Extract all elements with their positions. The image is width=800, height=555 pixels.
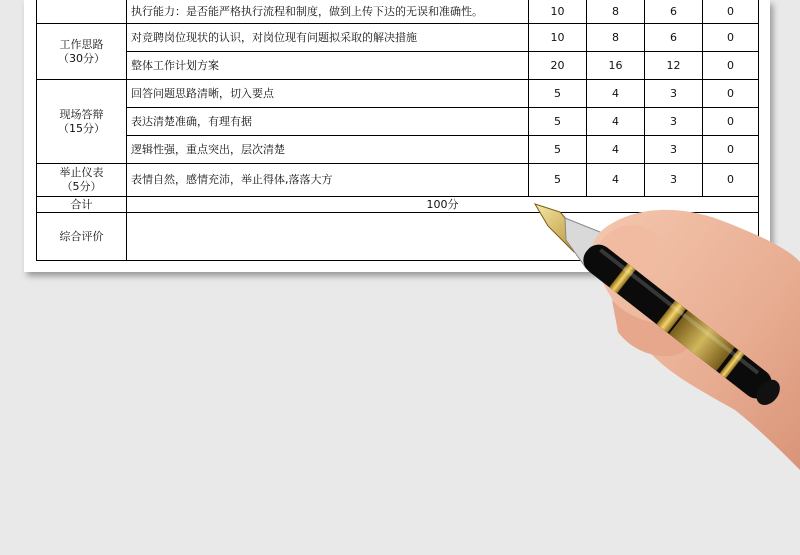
table-row (37, 136, 759, 164)
score-cell: 5 (529, 80, 587, 108)
table-row (37, 24, 759, 52)
table-row (37, 0, 759, 24)
category-cell-execution (37, 0, 127, 24)
score-cell: 5 (529, 164, 587, 197)
score-cell: 20 (529, 52, 587, 80)
category-label: 现场答辩 (59, 107, 104, 121)
table-row (37, 52, 759, 80)
score-cell: 10 (529, 24, 587, 52)
score-cell: 4 (587, 164, 645, 197)
item-cell: 回答问题思路清晰，切入要点 (127, 80, 529, 108)
score-cell: 3 (645, 108, 703, 136)
category-cell-demeanor (37, 164, 127, 197)
score-cell: 0 (703, 0, 759, 24)
category-points: （30分） (58, 51, 105, 65)
category-cell-on-site-defense (37, 80, 127, 164)
score-cell: 4 (587, 108, 645, 136)
category-points: （15分） (58, 121, 105, 135)
item-cell: 整体工作计划方案 (127, 52, 529, 80)
score-cell: 0 (703, 164, 759, 197)
table-row (37, 108, 759, 136)
score-cell: 4 (587, 80, 645, 108)
score-cell: 0 (703, 24, 759, 52)
score-cell: 6 (645, 24, 703, 52)
category-label: 工作思路 (59, 37, 104, 51)
score-cell: 3 (645, 80, 703, 108)
score-cell: 8 (587, 0, 645, 24)
evaluation-label: 综合评价 (37, 213, 127, 261)
score-cell: 0 (703, 108, 759, 136)
table-row (37, 164, 759, 197)
category-cell-work-thinking (37, 24, 127, 80)
score-cell: 6 (645, 0, 703, 24)
score-cell: 0 (703, 52, 759, 80)
score-cell: 16 (587, 52, 645, 80)
score-cell: 10 (529, 0, 587, 24)
score-cell: 3 (645, 164, 703, 197)
item-cell: 表达清楚准确，有理有据 (127, 108, 529, 136)
score-cell: 8 (587, 24, 645, 52)
total-value: 100分 (127, 197, 759, 213)
score-cell: 5 (529, 136, 587, 164)
score-cell: 0 (703, 136, 759, 164)
evaluation-row (37, 213, 759, 261)
score-cell: 4 (587, 136, 645, 164)
total-row (37, 197, 759, 213)
evaluation-field[interactable] (127, 213, 759, 261)
score-cell: 5 (529, 108, 587, 136)
score-cell: 3 (645, 136, 703, 164)
total-label: 合计 (37, 197, 127, 213)
score-table (36, 0, 759, 261)
item-cell: 表情自然，感情充沛，举止得体,落落大方 (127, 164, 529, 197)
item-cell: 执行能力：是否能严格执行流程和制度，做到上传下达的无误和准确性。 (127, 0, 529, 24)
table-row (37, 80, 759, 108)
item-cell: 对竞聘岗位现状的认识，对岗位现有问题拟采取的解决措施 (127, 24, 529, 52)
category-label: 举止仪表 (59, 166, 104, 179)
item-cell: 逻辑性强，重点突出，层次清楚 (127, 136, 529, 164)
category-points: （5分） (61, 180, 102, 193)
score-cell: 0 (703, 80, 759, 108)
score-cell: 12 (645, 52, 703, 80)
finger-fold-shape (612, 300, 694, 356)
